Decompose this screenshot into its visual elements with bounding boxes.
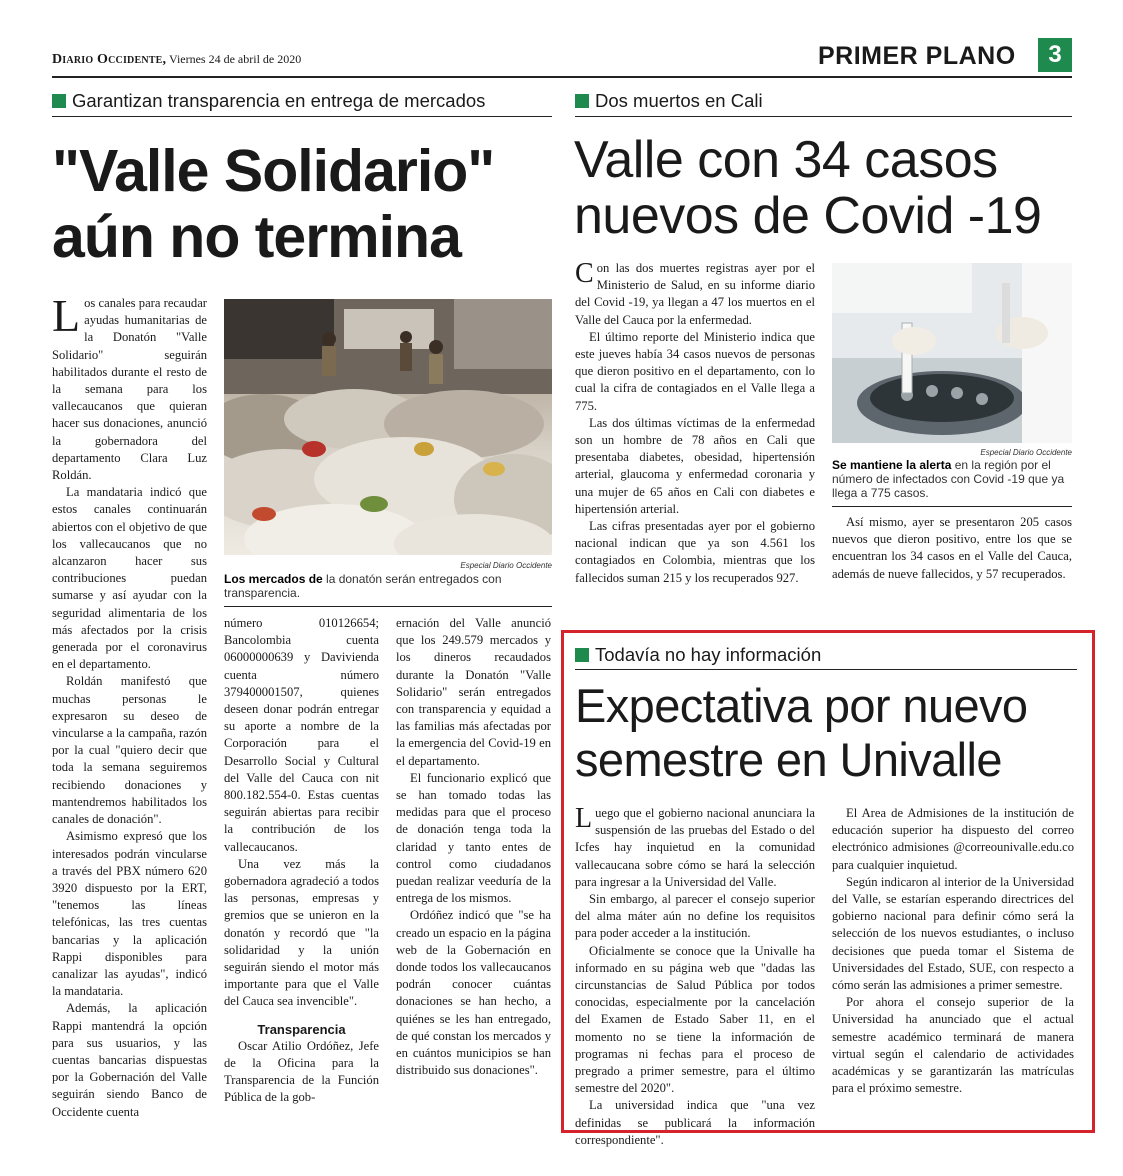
kicker-square-icon	[52, 94, 66, 108]
donation-photo-credit: Especial Diario Occidente	[460, 561, 552, 570]
left-headline-line-1: "Valle Solidario"	[52, 138, 495, 204]
paragraph: Sin embargo, al parecer el consejo superior del alma máter aún no define los requisitos para poder acceder a la institución.	[575, 892, 815, 941]
paragraph: Asimismo expresó que los interesados podrán vincularse a través del PBX número 620 3920 dispuesto por la ERT, "tenemos las líneas telefónicas, las tres cuentas bancarias y la aplicación Rappi disponibles para canalizar las ayudas", indicó la mandataria.	[52, 829, 207, 999]
univalle-headline-line-2: semestre en Univalle	[575, 733, 1002, 786]
lab-caption-bold: Se mantiene la alerta	[832, 458, 952, 472]
paragraph: Además, la aplicación Rappi mantendrá la opción para sus usuarios, y las cuentas bancarias dispuestas por la Gobernación del Valle seguirán siendo Banco de Occidente cuenta	[52, 1001, 207, 1119]
donation-photo-caption	[224, 572, 552, 600]
paragraph: El Area de Admisiones de la institución de educación superior ha dispuesto del correo electrónico admisiones @correounivalle.edu.co para cualquier inquietud.	[832, 806, 1074, 872]
left-kicker	[52, 90, 485, 112]
left-kicker-text: Garantizan transparencia en entrega de mercados	[72, 90, 486, 111]
masthead	[52, 52, 301, 68]
paragraph: Una vez más la gobernadora agradeció a todos las personas, empresas y gremios que se unieron en la donatón y recordó que "la solidaridad y la unión seguirán siendo el motor más importante para que el Valle del Cauca sea invencible".	[224, 856, 379, 1009]
univalle-headline	[575, 679, 1075, 787]
lab-photo-image	[832, 263, 1072, 443]
paragraph-text: on las dos muertes registras ayer por el Ministerio de Salud, en su informe diario del Covid -19, ya llegan a 47 los muertos en el Valle del Cauca por la enfermedad.	[575, 261, 815, 327]
left-column-1	[52, 290, 207, 1121]
section-title: PRIMER PLANO	[818, 42, 1016, 70]
paragraph: Así mismo, ayer se presentaron 205 casos nuevos que dieron positivo, entre los que se encuentran los 34 casos en el Valle del Cauca, además de nueve fallecidos, y 57 recuperados.	[832, 515, 1072, 581]
univalle-kicker-rule	[575, 669, 1077, 670]
page-number: 3	[1038, 38, 1072, 72]
issue-date: Viernes 24 de abril de 2020	[169, 52, 302, 66]
covid-kicker-rule	[575, 116, 1072, 117]
covid-column-1	[575, 260, 815, 587]
univalle-column-1	[575, 805, 815, 1149]
drop-cap: L	[575, 803, 593, 834]
kicker-square-icon	[575, 94, 589, 108]
covid-headline-line-1: Valle con 34 casos	[574, 131, 998, 189]
lab-photo	[832, 263, 1072, 443]
lab-photo-caption	[832, 458, 1072, 500]
paragraph-text: os canales para recaudar ayudas humanitarias de la Donatón "Valle Solidario" seguirán habilitados durante el resto de la semana para los vallecaucanos que quieran hacer sus donaciones, anunció la gobernadora del departamento Clara Luz Roldán.	[52, 296, 207, 483]
kicker-square-icon	[575, 648, 589, 662]
univalle-kicker-text: Todavía no hay información	[595, 644, 822, 665]
lab-photo-credit: Especial Diario Occidente	[980, 448, 1072, 457]
paragraph: Por ahora el consejo superior de la Universidad ha anunciado que el actual semestre académico terminará de manera virtual según el calendario de actividades académicas y se garantizarán las matrículas para el próximo semestre.	[832, 995, 1074, 1096]
paragraph: Oficialmente se conoce que la Univalle ha informado en su página web que "dadas las circunstancias de Salud Pública por todos conocidas, especialmente por la cancelación del Examen de Estado Saber 11, en el momento no se tiene la información de programas ni fechas para el proceso de pregrado a primer semestre, para el último semestre del 2020".	[575, 943, 815, 1096]
drop-cap: L	[52, 290, 81, 341]
left-column-3	[396, 615, 551, 1079]
donation-caption-bold: Los mercados de	[224, 572, 323, 586]
left-column-2	[224, 615, 379, 1107]
paragraph: El funcionario explicó que se han tomado todas las medidas para que el proceso de donación tenga toda la claridad y tanto entes de control como ciudadanos puedan realizar veeduría de la entrega de los mismos.	[396, 770, 551, 906]
donation-photo-image	[224, 299, 552, 555]
paragraph: Oscar Atilio Ordóñez, Jefe de la Oficina para la Transparencia de la Función Pública de la gob-	[224, 1038, 379, 1105]
caption-rule	[224, 606, 552, 607]
covid-column-2	[832, 514, 1072, 583]
paragraph: El último reporte del Ministerio indica que este jueves había 34 casos nuevos de personas que dieron positivo en el departamento, con lo cual la cifra de contagiados en el Valle llega a 775.	[575, 329, 815, 413]
paragraph: La mandataria indicó que estos canales continuarán abiertos con el objetivo de que los vallecaucanos que no alcanzaron hacer sus contribuciones puedan sumarse y así ayudar con la seguridad alimentaria de los más afectados por la crisis generada por el coronavirus en el departamento.	[52, 485, 207, 672]
paragraph	[52, 290, 207, 484]
lab-caption-rule	[832, 506, 1072, 507]
paragraph: ernación del Valle anunció que los 249.579 mercados y los dineros recaudados durante la Donatón "Valle Solidario" serán entregados con transparencia y equidad a las familias más afectadas por la emergencia del Covid-19 en el departamento.	[396, 616, 551, 768]
paragraph: número 010126654; Bancolombia cuenta 06000000639 y Davivienda cuenta número 379400001507, quienes deseen donar podrán entregar su aporte a nombre de la Corporación para el Desarrollo Social y Cultural del Valle del Cauca con nit 800.182.554-0. Estas cuentas seguirán abiertas para recibir la contribución de los vallecaucanos.	[224, 616, 379, 854]
lab-caption-text: en la región por el número de infectados con Covid -19 que ya llega a 775 casos.	[832, 458, 1065, 500]
paragraph: Ordóñez indicó que "se ha creado un espacio en la página web de la Gobernación en donde todos los vallecaucanos podrán conocer cuántas donaciones se han hecho, a quiénes se les han entregado, de qué constan los mercados y en cuántos municipios se han distribuido sus donaciones".	[396, 908, 551, 1078]
subheading: Transparencia	[257, 1021, 346, 1037]
paragraph-text: uego que el gobierno nacional anunciara la suspensión de las pruebas del Estado o del Icfes hay inquietud en la comunidad vallecaucana sobre cómo se hará la selección para ingresar a la Universidad del Valle.	[575, 806, 815, 889]
covid-kicker	[575, 90, 763, 112]
paragraph: La universidad indica que "una vez definidas se publicará la información correspondiente".	[575, 1098, 815, 1147]
left-kicker-rule	[52, 116, 552, 117]
donation-photo	[224, 299, 552, 555]
paragraph: Según indicaron al interior de la Universidad del Valle, se estarían esperando directrices del gobierno nacional para definir cómo será la selección de los nuevos estudiantes, o incluso decisiones que pueda tomar el Sistema de Universidades del Estado, SUE, con respecto a cómo serán las admisiones a primer semestre.	[832, 874, 1074, 993]
header-rule	[52, 76, 1072, 78]
univalle-column-2	[832, 805, 1074, 1097]
paragraph: Roldán manifestó que muchas personas le expresaron su deseo de vincularse a la campaña, razón por la cual "quiero decir que toda la semana seguiremos recibiendo donaciones y mantendremos habilitados los canales de donación".	[52, 674, 207, 827]
paragraph	[575, 260, 815, 329]
covid-kicker-text: Dos muertos en Cali	[595, 90, 763, 111]
paragraph	[575, 805, 815, 891]
left-headline	[52, 138, 552, 270]
univalle-headline-line-1: Expectativa por nuevo	[575, 679, 1028, 732]
drop-cap: C	[575, 258, 594, 289]
paragraph: Las cifras presentadas ayer por el gobierno nacional indican que ya son 4.561 los contagiados en Colombia, mientras que los fallecidos suman 215 y los recuperados 927.	[575, 519, 815, 585]
newspaper-name: Diario Occidente,	[52, 52, 167, 67]
donation-caption-text: la donatón serán entregados con transparencia.	[224, 572, 502, 600]
covid-headline	[574, 132, 1074, 244]
left-headline-line-2: aún no termina	[52, 204, 461, 270]
covid-headline-line-2: nuevos de Covid -19	[574, 187, 1042, 245]
univalle-kicker	[575, 644, 821, 666]
paragraph: Las dos últimas víctimas de la enfermedad son un hombre de 78 años en Cali que presentaba diabetes, obesidad, hipertensión arterial, glaucoma y enfermedad coronaria y una mujer de 65 años en Cali con diabetes e hipertensión arterial.	[575, 415, 815, 516]
